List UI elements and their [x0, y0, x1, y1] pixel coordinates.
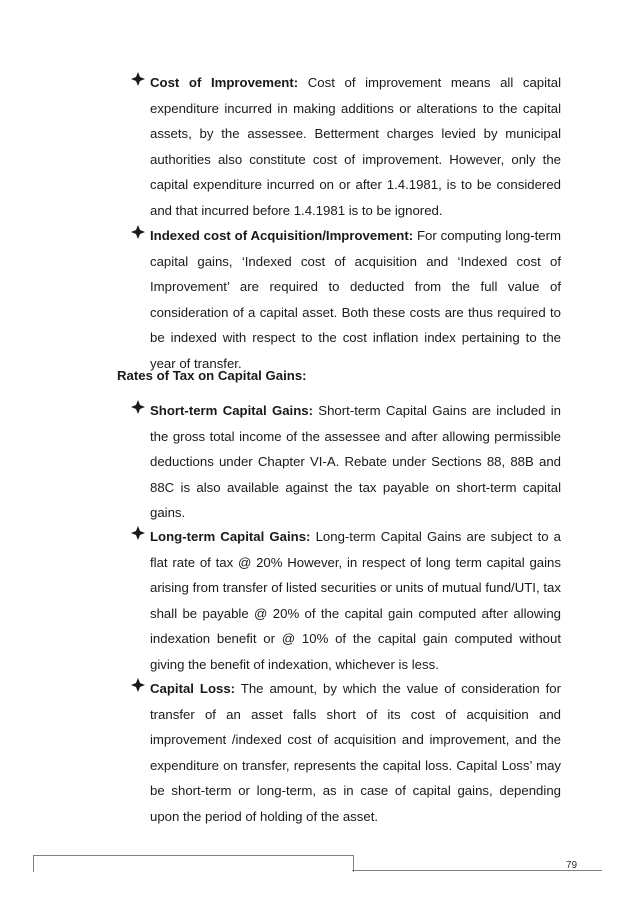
diamond-bullet-icon [131, 526, 145, 540]
bullet-paragraph [150, 524, 561, 677]
footer-rule [352, 870, 602, 871]
bullet-title: Short-term Capital Gains: [150, 403, 313, 418]
diamond-bullet-icon [131, 400, 145, 414]
diamond-bullet-icon [131, 225, 145, 239]
section-heading: Rates of Tax on Capital Gains: [117, 368, 307, 383]
bullet-paragraph [150, 223, 561, 376]
footer-tab-border [33, 855, 354, 872]
bullet-paragraph [150, 398, 561, 526]
bullet-title: Indexed cost of Acquisition/Improvement: [150, 228, 414, 243]
bullet-title: Long-term Capital Gains: [150, 529, 311, 544]
bullet-indexed-cost [150, 223, 561, 376]
bullet-text: Cost of improvement means all capital expenditure incurred in making additions or alterations to the capital assets, by the assessee. Betterment charges levied by municipal authorities also constitute cost of improvement. However, only the capital expenditure incurred on or after 1.4.1981, is to be considered and that incurred before 1.4.1981 is to be ignored. [150, 75, 561, 218]
bullet-title: Capital Loss: [150, 681, 236, 696]
bullet-short-term-gains [150, 398, 561, 526]
bullet-paragraph [150, 676, 561, 829]
bullet-paragraph [150, 70, 561, 223]
diamond-bullet-icon [131, 72, 145, 86]
bullet-text: Long-term Capital Gains are subject to a flat rate of tax @ 20% However, in respect of long term capital gains arising from transfer of listed securities or units of mutual fund/UTI, tax shall be payable @ 20% of the capital gain computed after allowing indexation benefit or @ 10% of the capital gain computed without giving the benefit of indexation, whichever is less. [150, 529, 562, 672]
diamond-bullet-icon [131, 678, 145, 692]
bullet-capital-loss [150, 676, 561, 829]
bullet-cost-of-improvement [150, 70, 561, 223]
page-number: 79 [566, 860, 578, 871]
bullet-text: For computing long-term capital gains, ‘Indexed cost of acquisition and ‘Indexed cost of Improvement’ are required to deducted from the full value of consideration of a capital asset. Both these costs are thus required to be indexed with respect to the cost inflation index pertaining to the year of transfer. [150, 228, 562, 371]
bullet-text: Short-term Capital Gains are included in the gross total income of the assessee and after allowing permissible deductions under Chapter VI-A. Rebate under Sections 88, 88B and 88C is also available against the tax payable on short-term capital gains. [150, 403, 561, 520]
bullet-long-term-gains [150, 524, 561, 677]
bullet-title: Cost of Improvement: [150, 75, 299, 90]
bullet-text: The amount, by which the value of consideration for transfer of an asset falls short of its cost of acquisition and improvement /indexed cost of acquisition and improvement, and the expenditure on transfer, represents the capital loss. Capital Loss’ may be short-term or long-term, as in case of capital gains, depending upon the period of holding of the asset. [150, 681, 561, 824]
